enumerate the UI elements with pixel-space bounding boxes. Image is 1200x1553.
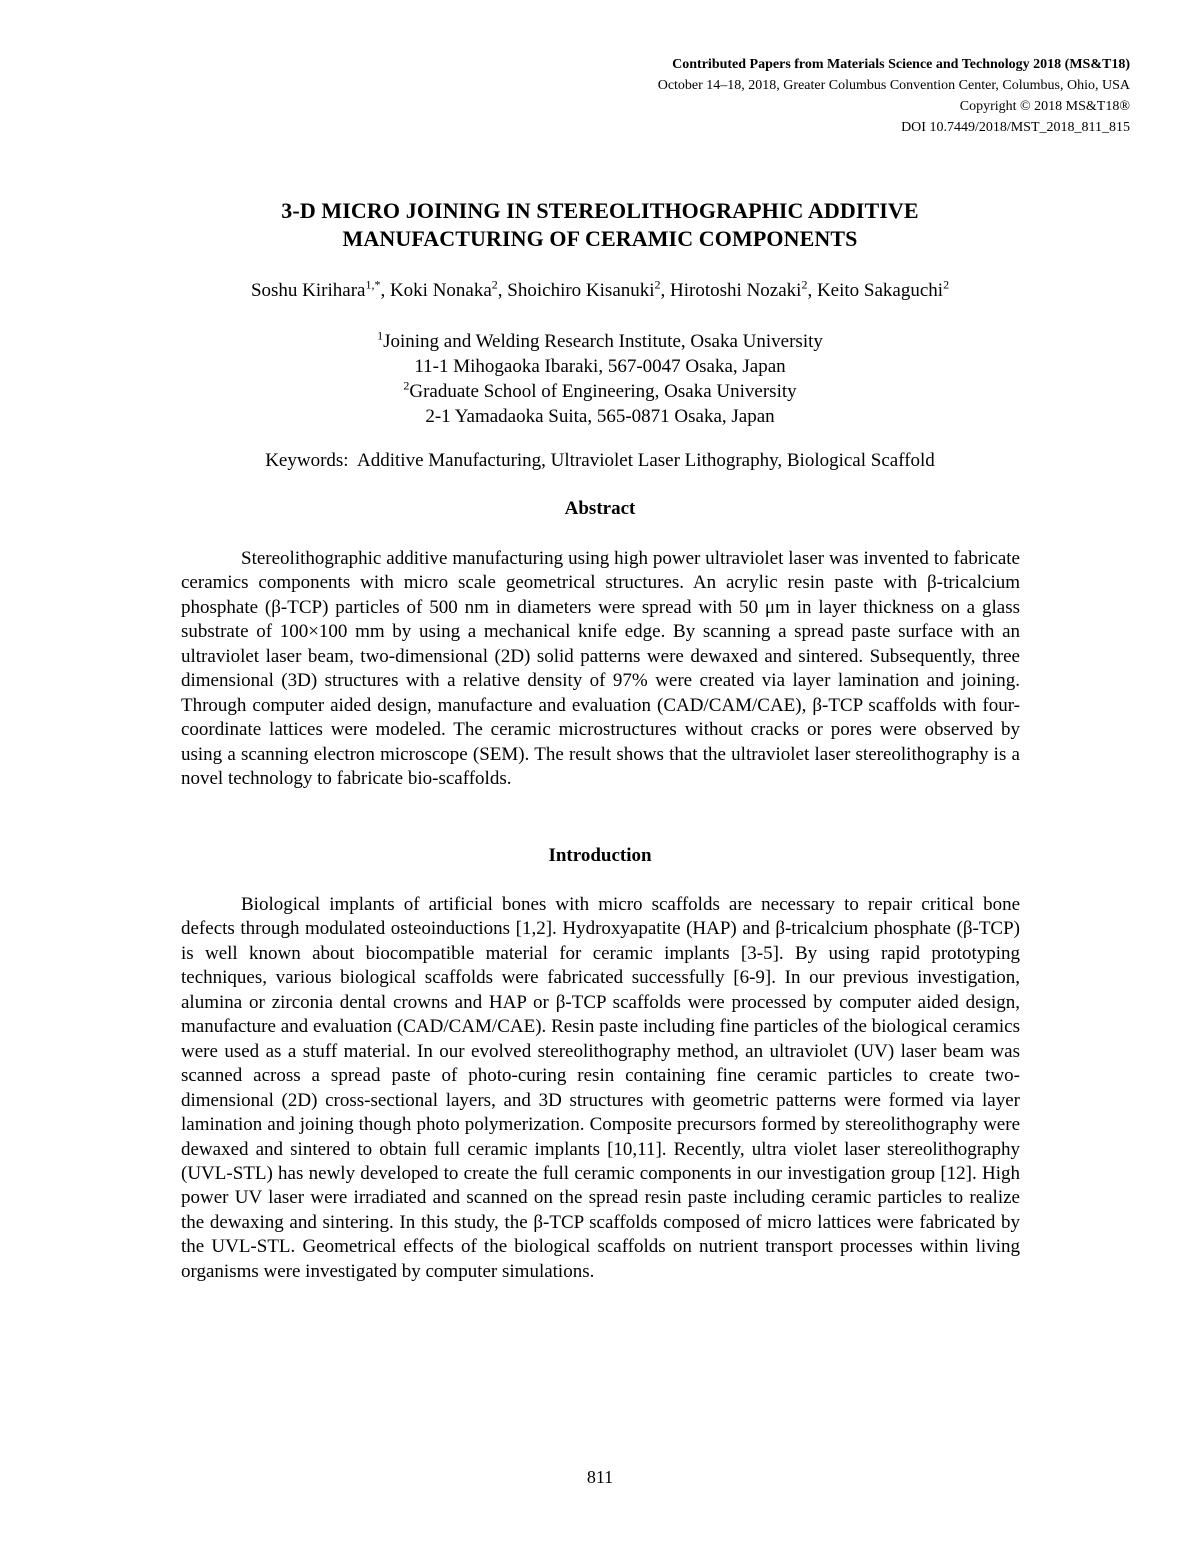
keywords: Keywords: Additive Manufacturing, Ultraviolet Laser Lithography, Biological Scaffold xyxy=(265,450,935,471)
author-name: Keito Sakaguchi xyxy=(816,280,944,301)
doi: DOI 10.7449/2018/MST_2018_811_815 xyxy=(901,120,1130,135)
affiliation-1 xyxy=(0,329,1200,354)
author xyxy=(670,277,817,301)
author xyxy=(816,277,950,301)
author-separator: , xyxy=(497,280,508,301)
author-name: Soshu Kirihara xyxy=(250,280,366,301)
affiliation-name: Joining and Welding Research Institute, Osaka University xyxy=(383,331,823,352)
page-number: 811 xyxy=(586,1467,614,1487)
paper-title xyxy=(0,197,1200,253)
paper-title-line-2: MANUFACTURING OF CERAMIC COMPONENTS xyxy=(342,226,858,251)
author xyxy=(389,277,508,301)
affiliation-2-address: 2-1 Yamadaoka Suita, 565-0871 Osaka, Japan xyxy=(425,406,775,427)
affiliation-mark: 1 xyxy=(377,328,384,343)
author-separator: , xyxy=(807,280,817,301)
author-affiliation-mark: 2 xyxy=(943,277,950,292)
affiliation-2 xyxy=(0,379,1200,404)
author-affiliation-mark: 2 xyxy=(654,277,661,292)
author-affiliation-mark: 1,* xyxy=(365,277,381,292)
author-name: Koki Nonaka xyxy=(389,280,492,301)
author-name: Shoichiro Kisanuki xyxy=(507,280,655,301)
author-list xyxy=(0,279,1200,303)
conference-title: Contributed Papers from Materials Science and Technology 2018 (MS&T18) xyxy=(672,57,1130,72)
conference-venue: October 14–18, 2018, Greater Columbus Convention Center, Columbus, Ohio, USA xyxy=(657,78,1130,93)
author xyxy=(250,277,390,301)
copyright-notice: Copyright © 2018 MS&T18® xyxy=(959,99,1130,114)
introduction-heading: Introduction xyxy=(548,845,652,866)
affiliations xyxy=(0,329,1200,429)
abstract-heading: Abstract xyxy=(564,498,636,519)
affiliation-name: Graduate School of Engineering, Osaka University xyxy=(409,381,797,402)
abstract-text: Stereolithographic additive manufacturing using high power ultraviolet laser was invented to fabricate ceramics components with micro scale geometrical structures. An acrylic resin paste with β-tricalcium phosphate (β-TCP) particles of 500 nm in diameters were spread with 50 μm in layer thickness on a glass substrate of 100×100 mm by using a mechanical knife edge. By scanning a spread paste surface with an ultraviolet laser beam, two-dimensional (2D) solid patterns were dewaxed and sintered. Subsequently, three dimensional (3D) structures with a relative density of 97% were created via layer lamination and joining. Through computer aided design, manufacture and evaluation (CAD/CAM/CAE), β-TCP scaffolds with four-coordinate lattices were modeled. The ceramic microstructures without cracks or pores were observed by using a scanning electron microscope (SEM). The result shows that the ultraviolet laser stereolithography is a novel technology to fabricate bio-scaffolds. xyxy=(181,548,1020,790)
author-affiliation-mark: 2 xyxy=(491,277,498,292)
author-separator: , xyxy=(380,280,390,301)
affiliation-1-address: 11-1 Mihogaoka Ibaraki, 567-0047 Osaka, Japan xyxy=(414,356,786,377)
introduction-text: Biological implants of artificial bones with micro scaffolds are necessary to repair critical bone defects through modulated osteoinductions [1,2]. Hydroxyapatite (HAP) and β-tricalcium phosphate (β-TCP) is well known about biocompatible material for ceramic implants [3-5]. By using rapid prototyping techniques, various biological scaffolds were fabricated successfully [6-9]. In our previous investigation, alumina or zirconia dental crowns and HAP or β-TCP scaffolds were processed by computer aided design, manufacture and evaluation (CAD/CAM/CAE). Resin paste including fine particles of the biological ceramics were used as a stuff material. In our evolved stereolithography method, an ultraviolet (UV) laser beam was scanned across a spread paste of photo-curing resin containing fine ceramic particles to create two-dimensional (2D) cross-sectional layers, and 3D structures with geometric patterns were formed via layer lamination and joining though photo polymerization. Composite precursors formed by stereolithography were dewaxed and sintered to obtain full ceramic implants [10,11]. Recently, ultra violet laser stereolithography (UVL-STL) has newly developed to create the full ceramic components in our investigation group [12]. High power UV laser were irradiated and scanned on the spread resin paste including ceramic particles to realize the dewaxing and sintering. In this study, the β-TCP scaffolds composed of micro lattices were fabricated by the UVL-STL. Geometrical effects of the biological scaffolds on nutrient transport processes within living organisms were investigated by computer simulations. xyxy=(181,894,1020,1282)
author xyxy=(507,277,671,301)
author-separator: , xyxy=(660,280,671,301)
author-affiliation-mark: 2 xyxy=(801,277,808,292)
author-name: Hirotoshi Nozaki xyxy=(670,280,802,301)
paper-title-line-1: 3-D MICRO JOINING IN STEREOLITHOGRAPHIC ADDITIVE xyxy=(281,198,919,223)
running-header xyxy=(658,54,1130,138)
affiliation-mark: 2 xyxy=(403,378,410,393)
